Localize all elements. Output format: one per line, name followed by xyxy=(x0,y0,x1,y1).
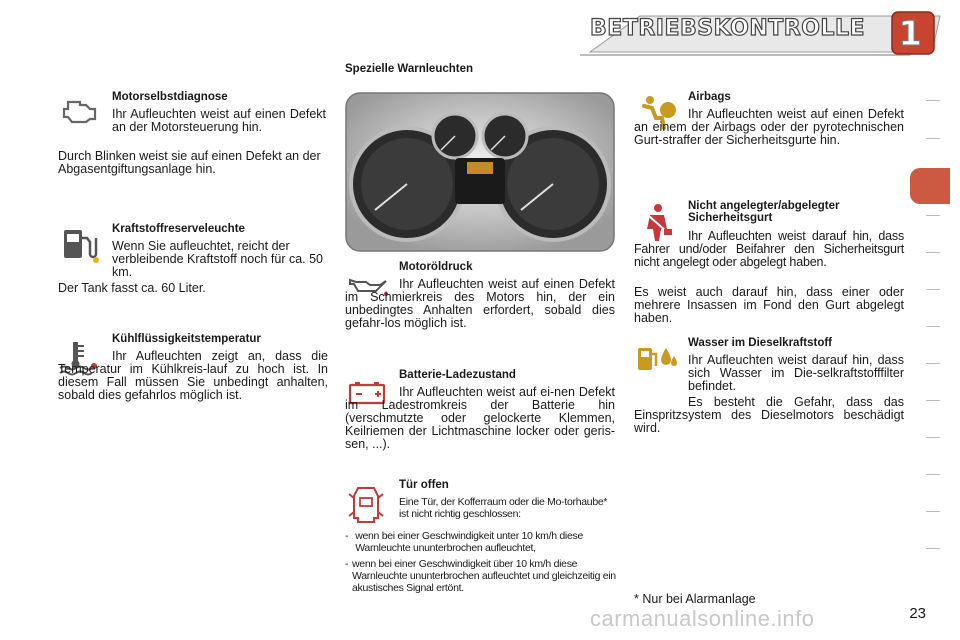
door-bullet-2-dash: - xyxy=(345,558,349,570)
page-number: 23 xyxy=(909,605,926,622)
watermark: carmanualsonline.info xyxy=(590,606,815,631)
engine-text-2: Durch Blinken weist sie auf einen Defekt an der Abgasentgiftungsanlage hin. xyxy=(58,149,321,176)
fuel-pump-icon xyxy=(60,226,100,266)
water-title: Wasser im Dieselkraftstoff xyxy=(688,337,833,349)
door-title: Tür offen xyxy=(399,479,449,491)
belt-text-2: Es weist auch darauf hin, dass einer oder mehrere Insassen im Fond den Gurt abgelegt haben. xyxy=(634,285,904,325)
oil-text: Ihr Aufleuchten weist auf einen Defekt im Schmierkreis des Motors hin, der ein unbedingtes Anhalten erfordert, sobald dies gefahr-los möglich ist. xyxy=(345,277,615,330)
engine-text: Ihr Aufleuchten weist auf einen Defekt an der Motorsteuerung hin. xyxy=(112,107,326,134)
battery-title: Batterie-Ladezustand xyxy=(399,369,516,381)
chapter-tabs xyxy=(920,70,942,570)
door-bullet-2 xyxy=(345,558,617,594)
coolant-title: Kühlflüssigkeitstemperatur xyxy=(112,333,261,345)
section-title: Spezielle Warnleuchten xyxy=(345,63,474,75)
fuel-text: Wenn Sie aufleuchtet, reicht der verbleibende Kraftstoff noch für ca. 50 km. xyxy=(112,239,324,279)
door-open-icon xyxy=(348,484,384,524)
instrument-cluster-image xyxy=(345,92,615,252)
water-in-diesel-icon xyxy=(636,344,678,374)
oil-title: Motoröldruck xyxy=(399,261,473,273)
chapter-number: 1 xyxy=(898,14,922,54)
water-text: Ihr Aufleuchten weist darauf hin, dass sich Wasser im Die-selkraftstofffilter befindet. xyxy=(688,353,904,393)
coolant-text: Ihr Aufleuchten zeigt an, dass die Temperatur im Kühlkreis-lauf zu hoch ist. In diesem Fall müssen Sie unbedingt anhalten, sobald dies gefahrlos möglich ist. xyxy=(58,349,328,402)
footnote: * Nur bei Alarmanlage xyxy=(634,592,756,606)
door-bullet-2-text: wenn bei einer Geschwindigkeit über 10 km/h diese Warnleuchte ununterbrochen aufleuchtet und gleichzeitig ein akustisches Signal ertönt. xyxy=(352,558,616,594)
tab-active[interactable] xyxy=(910,168,950,204)
engine-icon xyxy=(62,96,100,126)
door-text: Eine Tür, der Kofferraum oder die Mo-torhaube* ist nicht richtig geschlossen: xyxy=(399,496,608,520)
engine-title: Motorselbstdiagnose xyxy=(112,91,228,103)
airbag-title: Airbags xyxy=(688,91,731,103)
battery-text: Ihr Aufleuchten weist auf ei-nen Defekt im Ladestromkreis der Batterie hin (verschmutzte oder gelockerte Klemmen, Keilriemen der Lichtmaschine locker oder geris-sen, ...). xyxy=(345,385,615,451)
water-text-2: Es besteht die Gefahr, dass das Einspritzsystem des Dieselmotors beschädigt wird. xyxy=(634,395,904,435)
belt-text: Ihr Aufleuchten weist darauf hin, dass Fahrer und/oder Beifahrer den Sicherheitsgurt nicht angelegt oder abgelegt haben. xyxy=(634,229,904,269)
airbag-text: Ihr Aufleuchten weist auf einen Defekt an einem der Airbags oder der pyrotechnischen Gurt-straffer der Sicherheitsgurte hin. xyxy=(634,107,904,147)
fuel-title: Kraftstoffreserveleuchte xyxy=(112,223,245,235)
page-title: BETRIEBSKONTROLLE xyxy=(590,16,865,41)
belt-title: Nicht angelegter/abgelegter Sicherheitsgurt xyxy=(688,200,840,224)
door-bullet-1 xyxy=(345,530,617,554)
fuel-text-2: Der Tank fasst ca. 60 Liter. xyxy=(58,281,206,295)
door-bullet-1-dash: - xyxy=(345,530,349,542)
door-bullet-1-text: wenn bei einer Geschwindigkeit unter 10 km/h diese Warnleuchte ununterbrochen aufleuchtet, xyxy=(355,530,583,554)
